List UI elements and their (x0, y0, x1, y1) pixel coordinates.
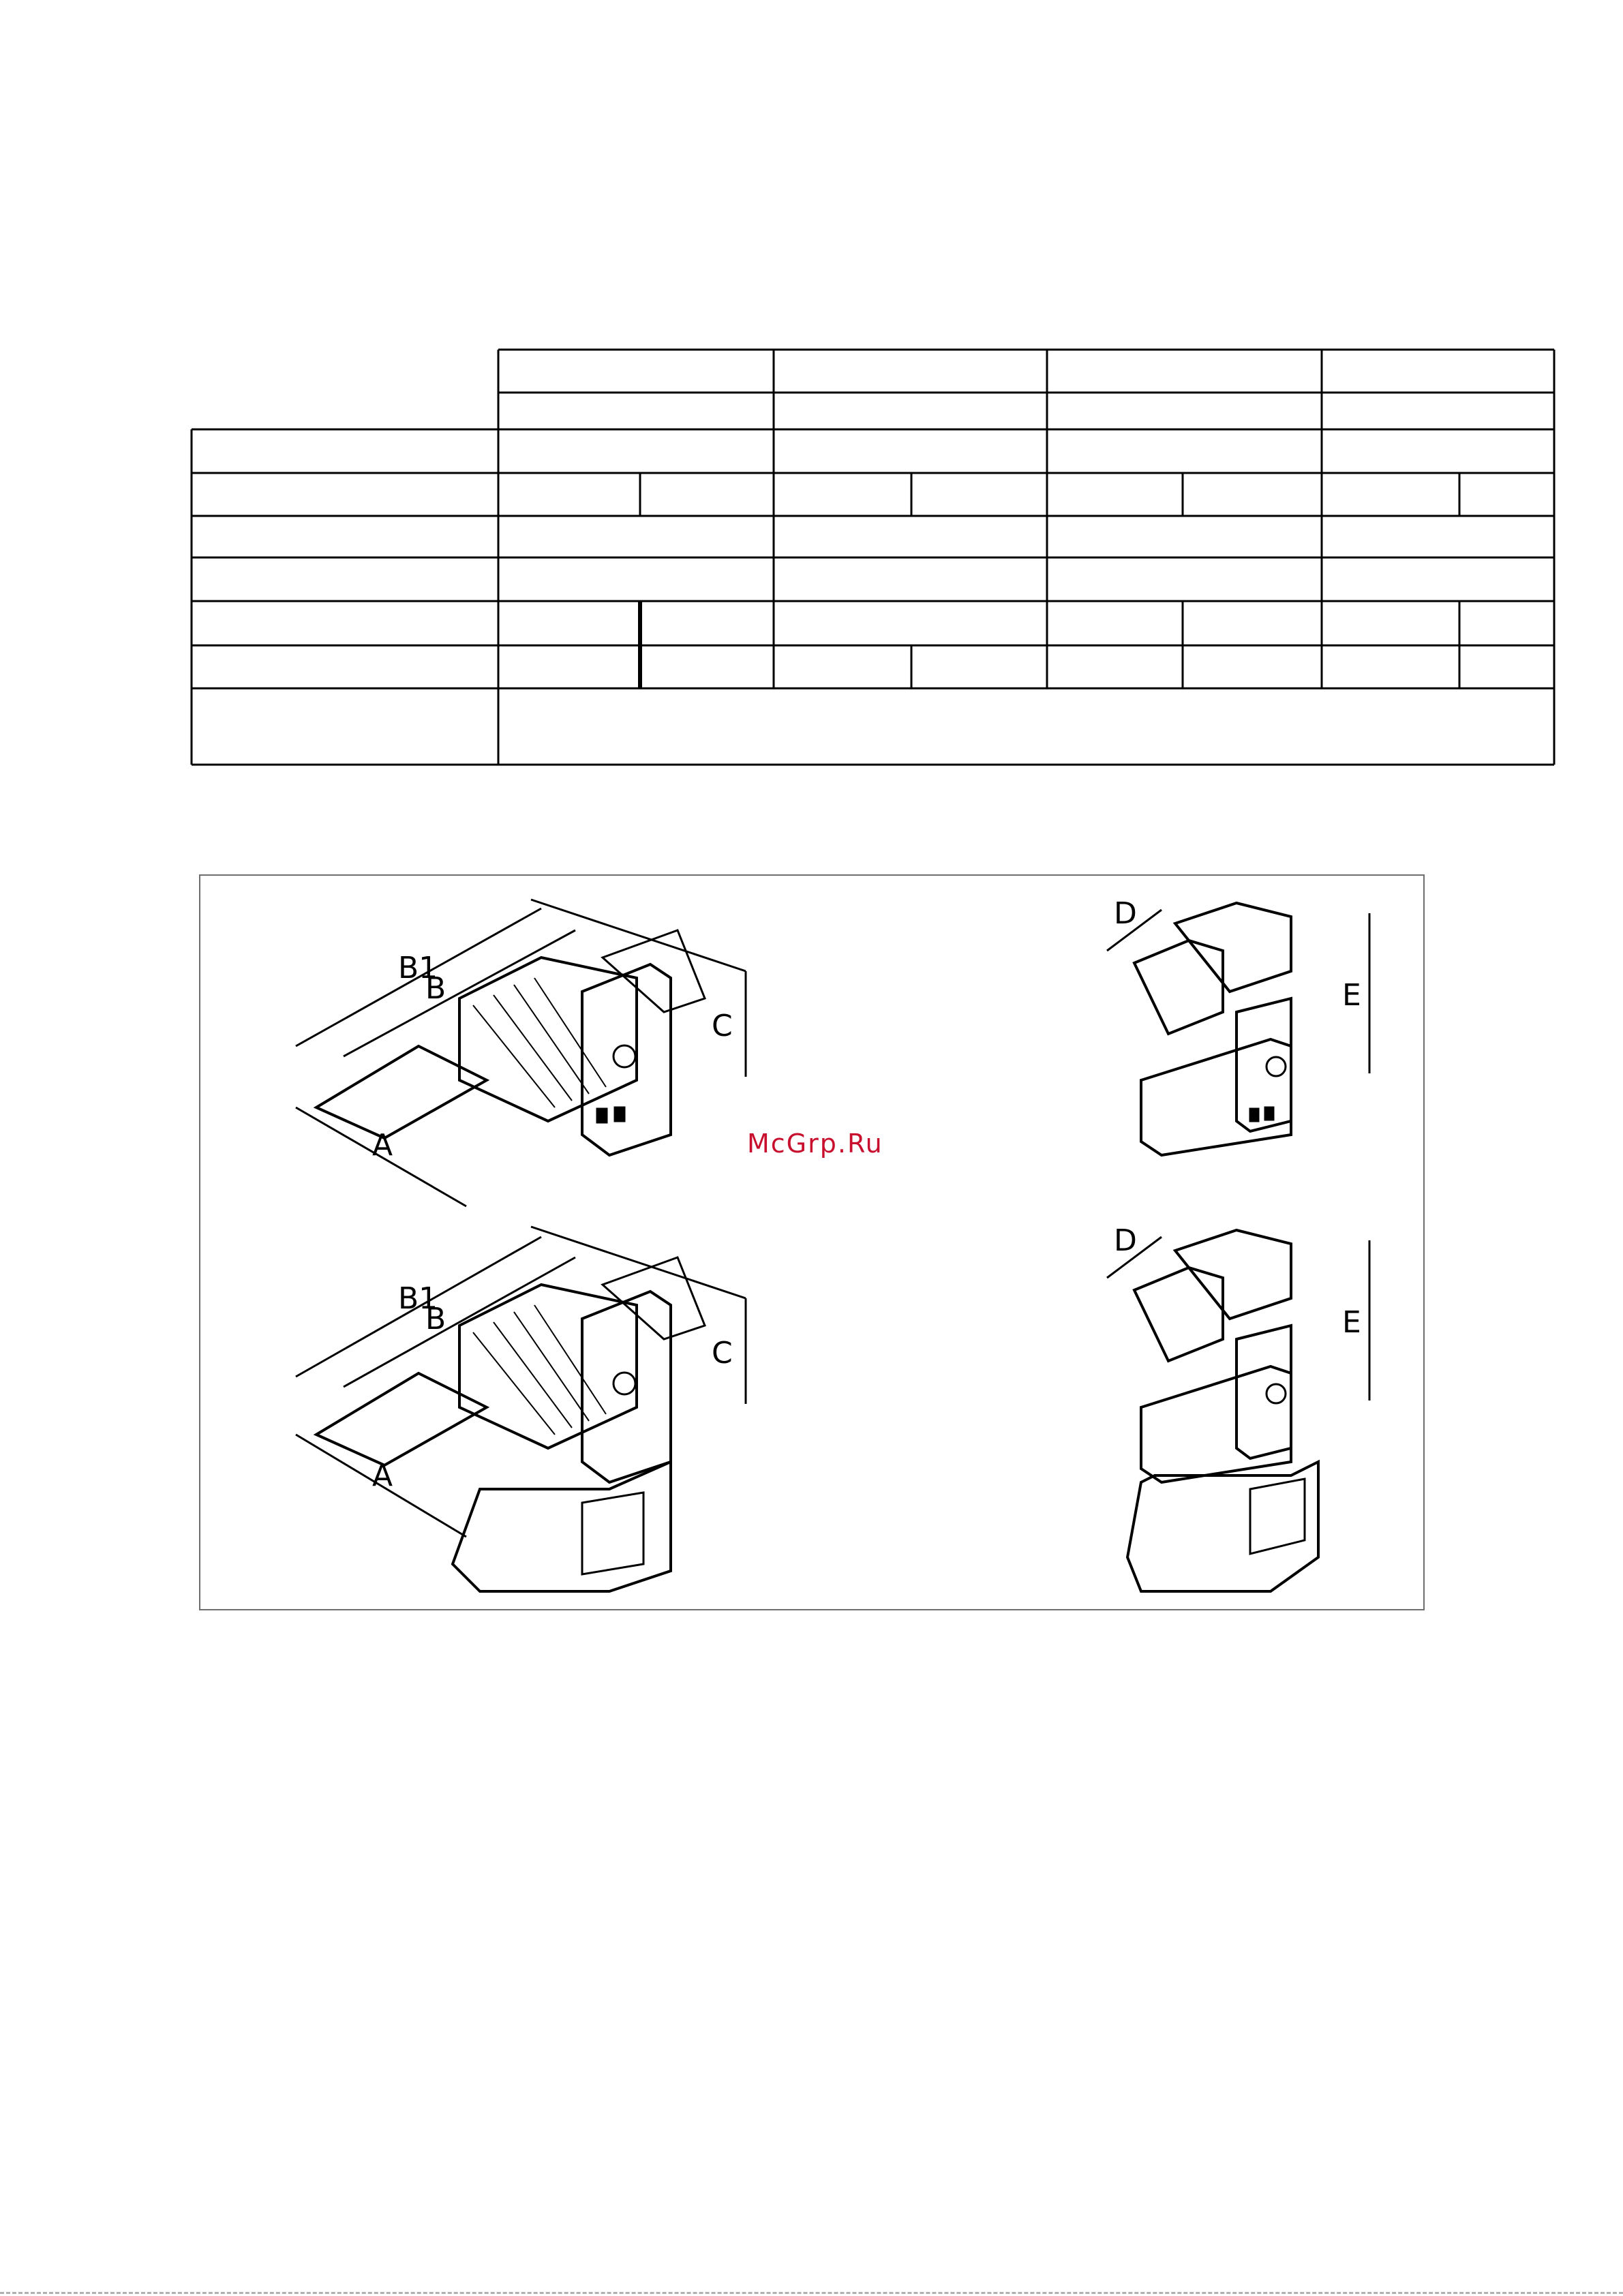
spec-table (190, 348, 1556, 766)
dim-c-label-2: C (712, 1336, 733, 1371)
dim-c-label-1: C (712, 1009, 733, 1043)
dim-a-label-1: A (372, 1128, 393, 1163)
dim-b-label-2: B (425, 1302, 446, 1336)
page-footer-rule (0, 2292, 1623, 2294)
dim-d-label-2: D (1114, 1223, 1137, 1258)
dim-b-label-1: B (425, 971, 446, 1006)
dim-e-label-2: E (1342, 1305, 1361, 1340)
dim-e-label-1: E (1342, 978, 1361, 1013)
dim-b1-label-1: B1 (398, 951, 438, 985)
dim-a-label-2: A (372, 1458, 393, 1493)
sheeter-open-bench-drawing (296, 900, 746, 1206)
sheeter-closed-bench-drawing (1107, 903, 1369, 1155)
dim-d-label-1: D (1114, 896, 1137, 931)
watermark: McGrp.Ru (747, 1129, 883, 1159)
dim-b1-label-2: B1 (398, 1281, 438, 1316)
sheeter-closed-stand-drawing (1107, 1230, 1369, 1591)
dimension-drawing-frame (199, 874, 1425, 1610)
sheeter-open-stand-drawing (296, 1227, 746, 1591)
